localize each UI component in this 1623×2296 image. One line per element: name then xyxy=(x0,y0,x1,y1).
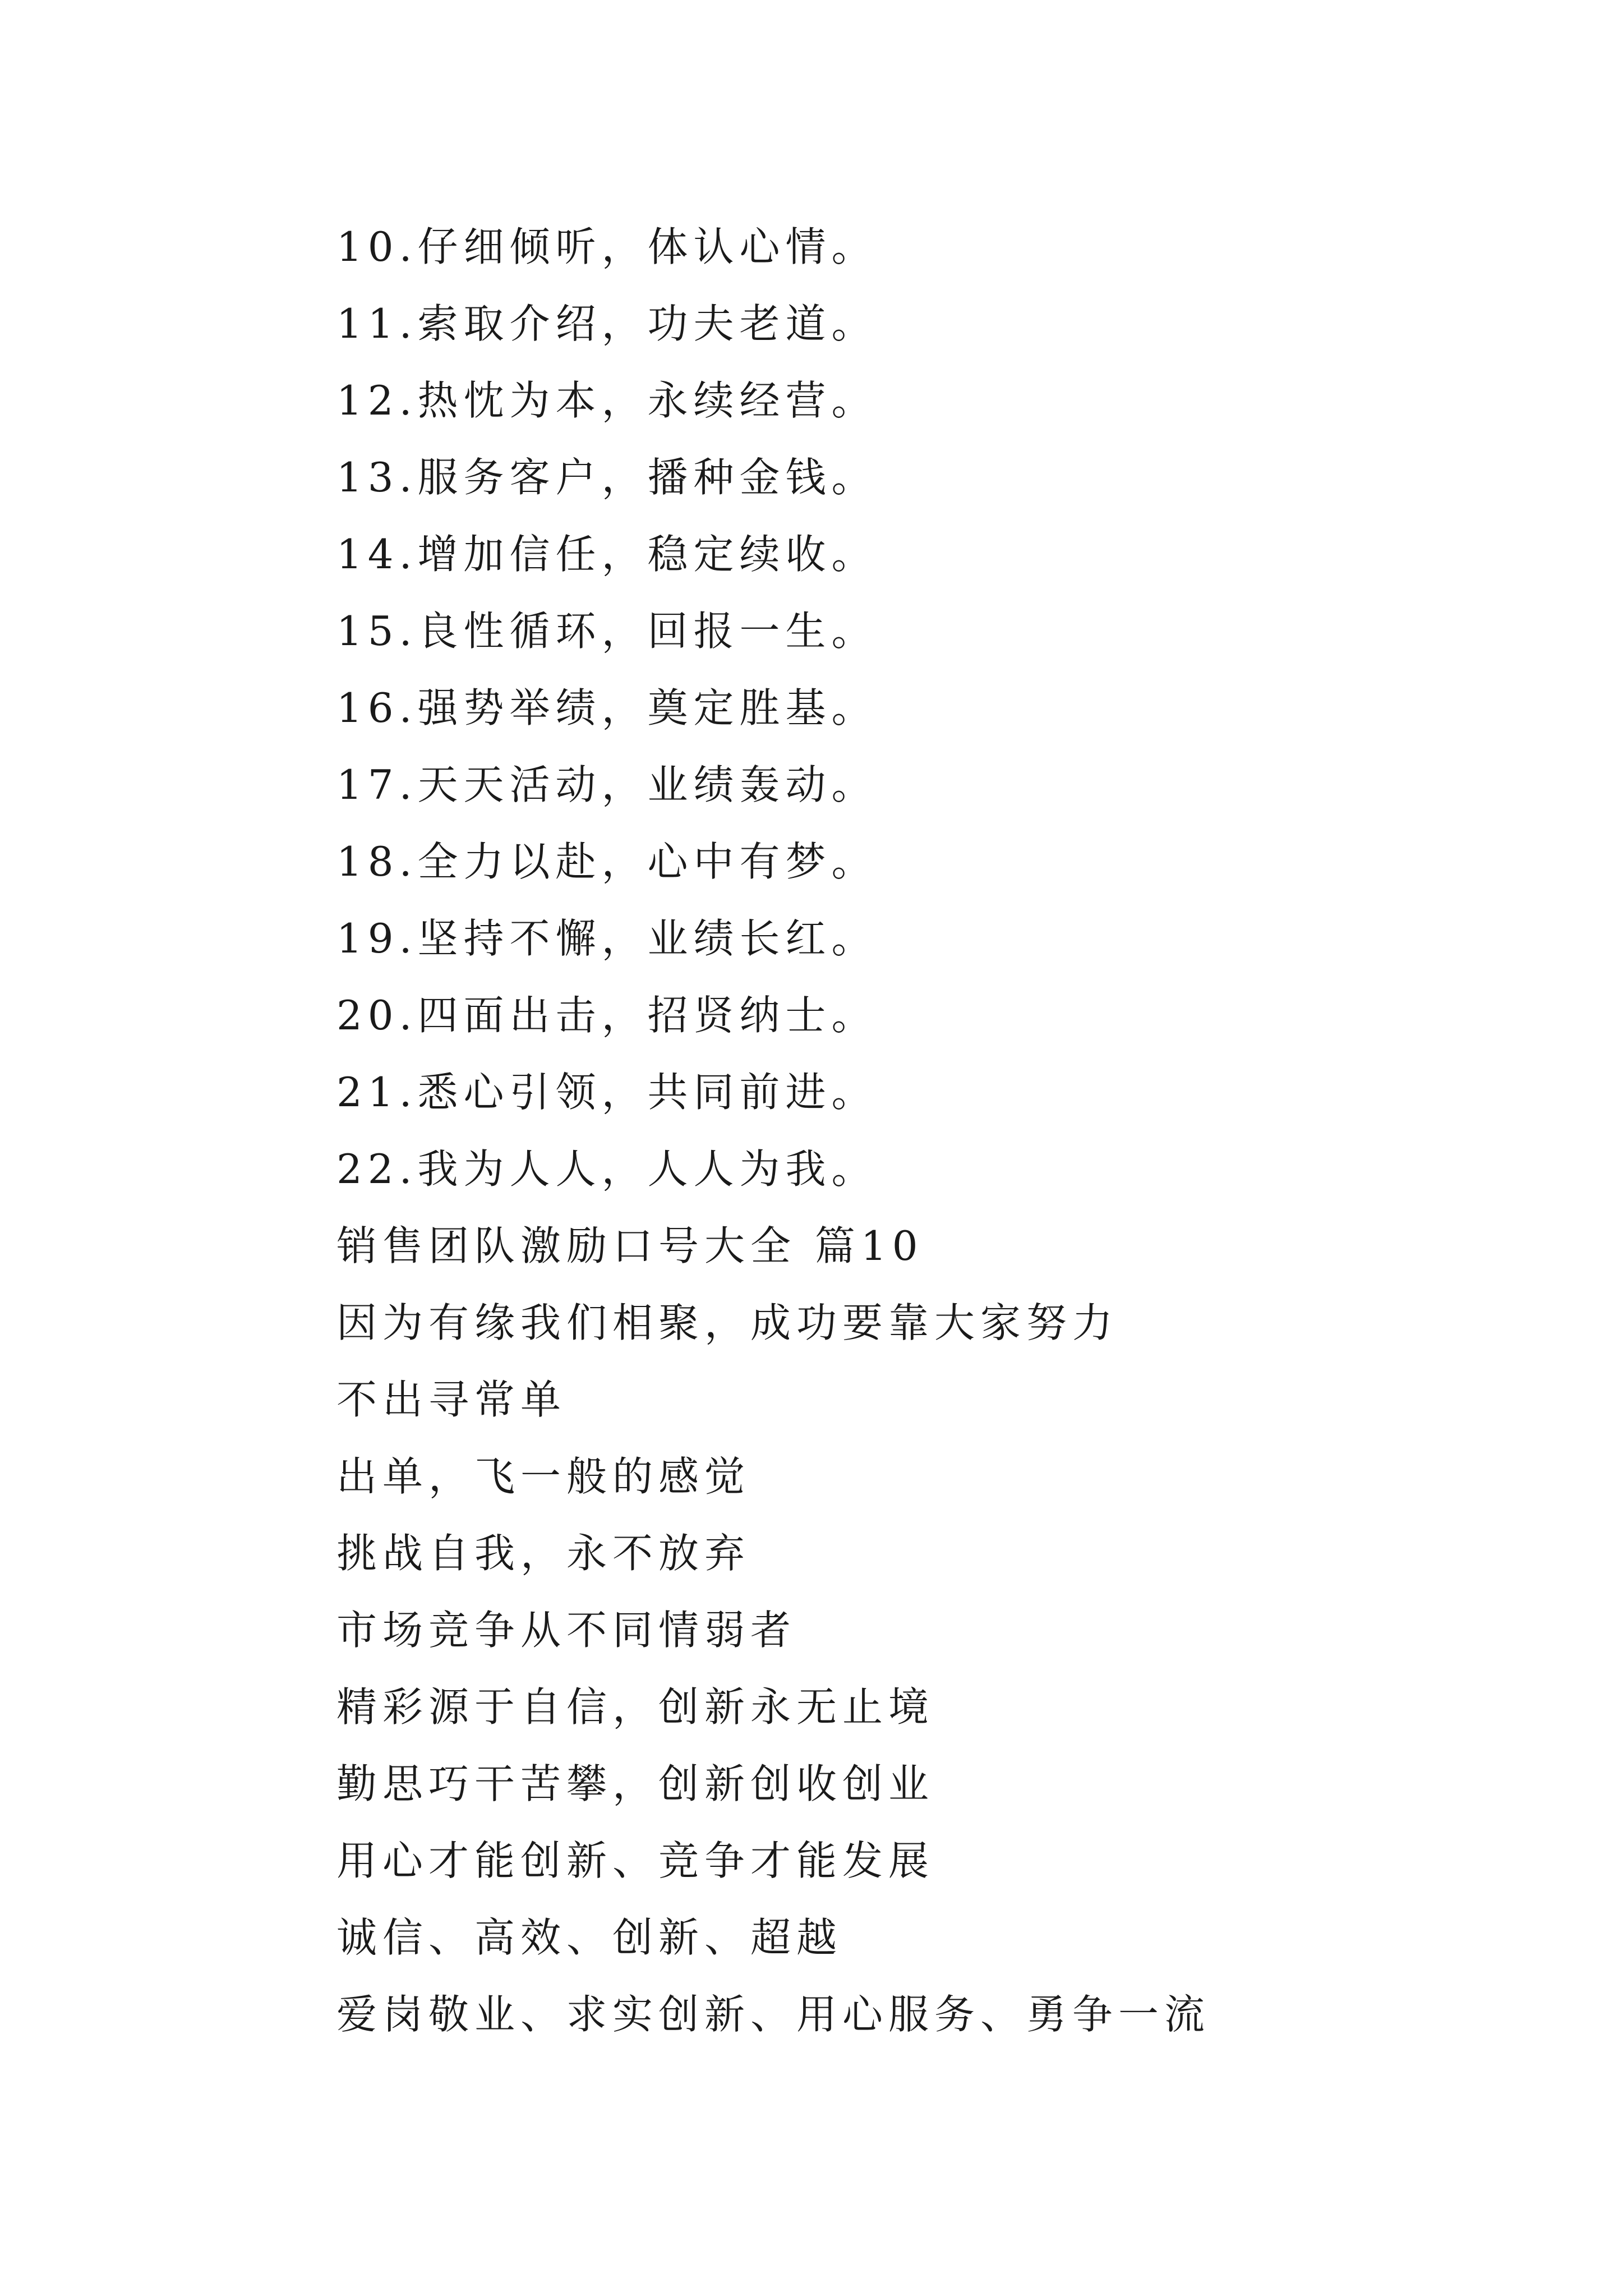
slogan-line-12: 12.热忱为本，永续经营。 xyxy=(336,377,878,424)
slogan-line-22: 22.我为人人，人人为我。 xyxy=(336,1145,878,1193)
slogan-line: 用心才能创新、竞争才能发展 xyxy=(336,1837,935,1884)
slogan-line: 挑战自我，永不放弃 xyxy=(336,1530,751,1577)
slogan-line-18: 18.全力以赴，心中有梦。 xyxy=(336,838,878,885)
slogan-line: 出单，飞一般的感觉 xyxy=(336,1453,751,1500)
slogan-line-13: 13.服务客户，播种金钱。 xyxy=(336,454,878,501)
slogan-line-10: 10.仔细倾听，体认心情。 xyxy=(336,223,878,270)
slogan-line-20: 20.四面出击，招贤纳士。 xyxy=(336,992,878,1039)
slogan-line: 精彩源于自信，创新永无止境 xyxy=(336,1683,935,1731)
slogan-line-11: 11.索取介绍，功夫老道。 xyxy=(336,300,878,347)
slogan-line: 勤思巧干苦攀，创新创收创业 xyxy=(336,1760,935,1807)
slogan-line-17: 17.天天活动，业绩轰动。 xyxy=(336,761,878,808)
slogan-line-14: 14.增加信任，稳定续收。 xyxy=(336,531,878,578)
slogan-line: 爱岗敬业、求实创新、用心服务、勇争一流 xyxy=(336,1991,1211,2038)
slogan-line: 不出寻常单 xyxy=(336,1376,567,1423)
slogan-line: 诚信、高效、创新、超越 xyxy=(336,1914,843,1961)
slogan-line-21: 21.悉心引领，共同前进。 xyxy=(336,1069,878,1116)
slogan-line: 因为有缘我们相聚，成功要靠大家努力 xyxy=(336,1299,1119,1346)
section-heading: 销售团队激励口号大全 篇10 xyxy=(336,1222,924,1269)
slogan-line: 市场竞争从不同情弱者 xyxy=(336,1607,797,1654)
slogan-line-15: 15.良性循环，回报一生。 xyxy=(336,608,878,655)
slogan-line-16: 16.强势举绩，奠定胜基。 xyxy=(336,684,878,731)
document-body xyxy=(336,209,1514,2053)
slogan-line-19: 19.坚持不懈，业绩长红。 xyxy=(336,915,878,962)
